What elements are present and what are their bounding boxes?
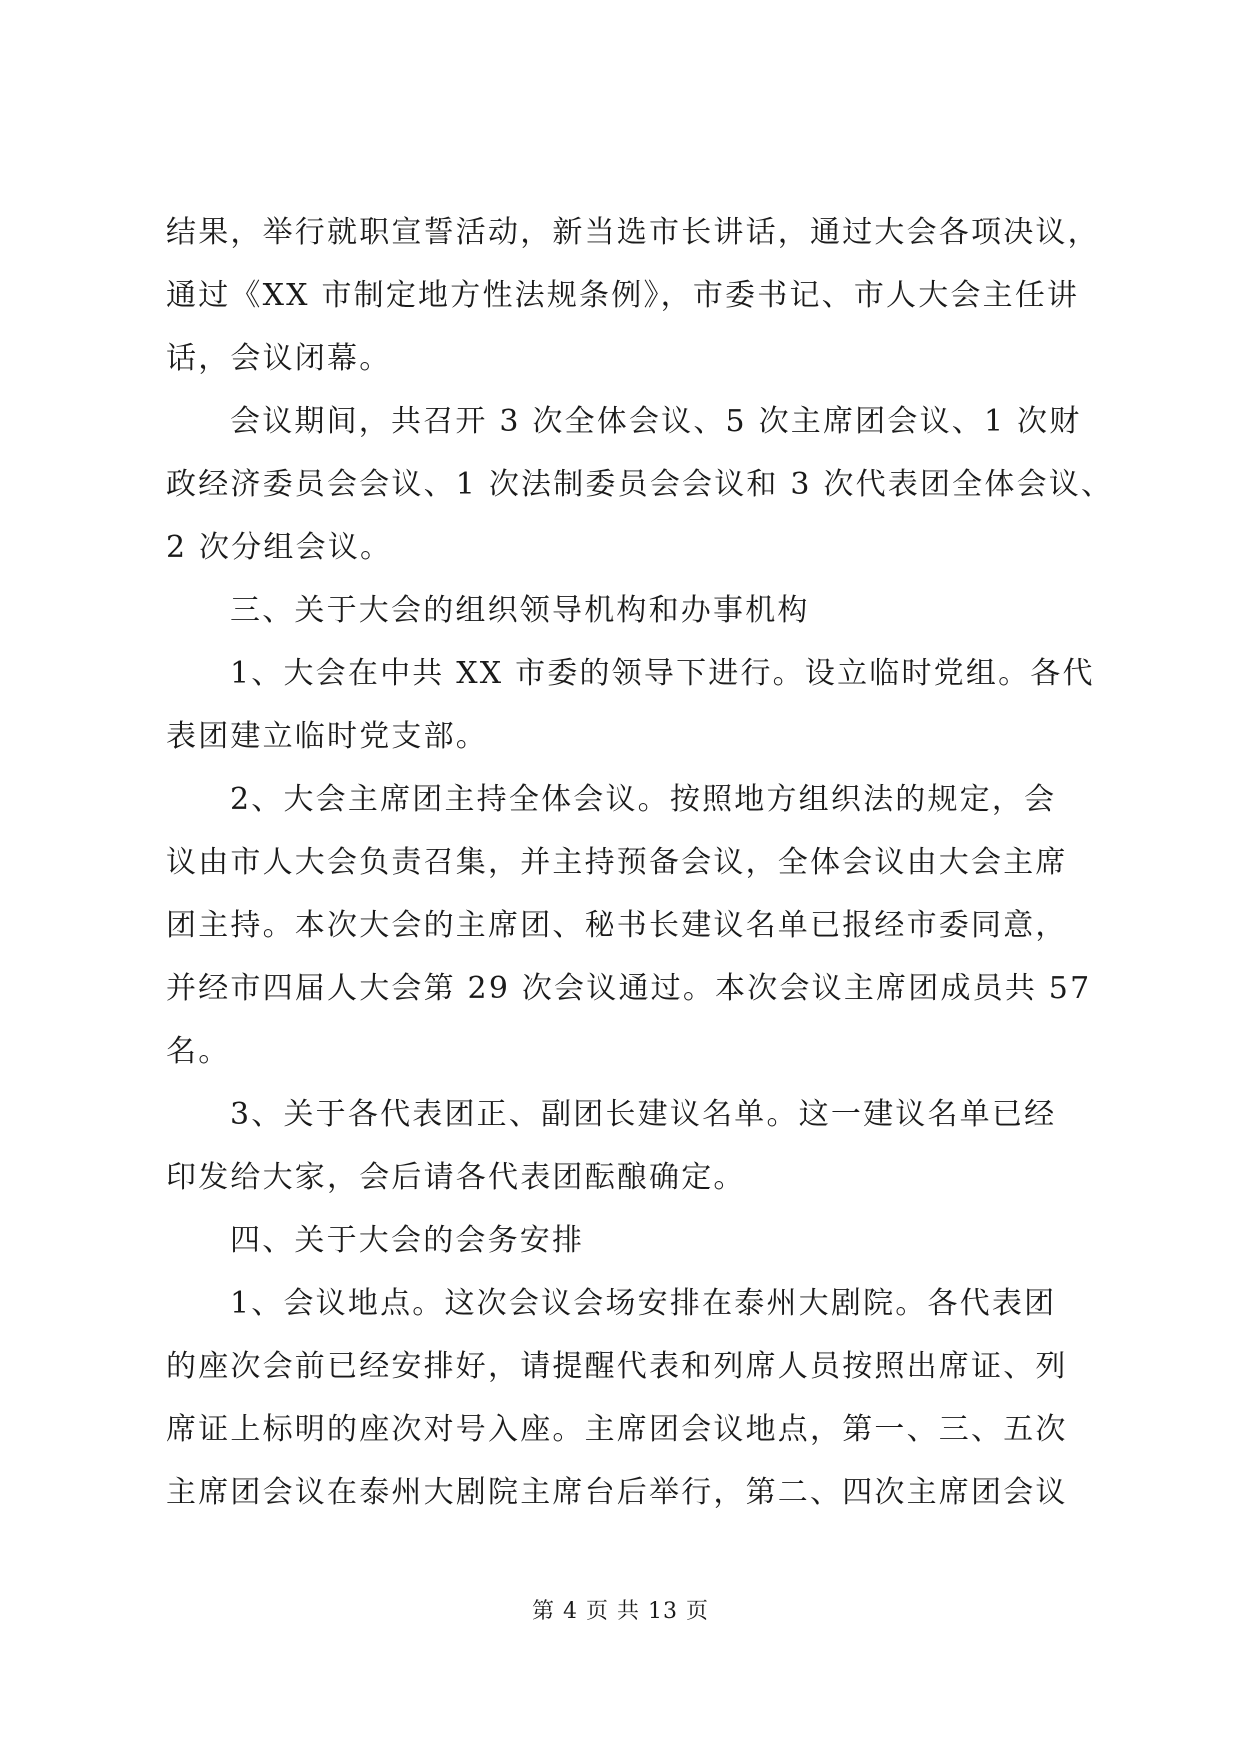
text-line: 表团建立临时党支部。 [166,719,488,754]
text-line: 团主持。本次大会的主席团、秘书长建议名单已报经市委同意， [166,908,1068,943]
section-heading: 四、关于大会的会务安排 [230,1223,585,1258]
text-line: 席证上标明的座次对号入座。主席团会议地点，第一、三、五次 [166,1412,1068,1447]
text-line: 的座次会前已经安排好，请提醒代表和列席人员按照出席证、列 [166,1349,1068,1384]
text-line: 印发给大家，会后请各代表团酝酿确定。 [166,1160,746,1195]
text-line: 并经市四届人大会第 29 次会议通过。本次会议主席团成员共 57 [166,971,1092,1006]
text-line: 议由市人大会负责召集，并主持预备会议，全体会议由大会主席 [166,845,1068,880]
text-line: 1、会议地点。这次会议会场安排在泰州大剧院。各代表团 [230,1286,1057,1321]
text-line: 2、大会主席团主持全体会议。按照地方组织法的规定，会 [230,782,1057,817]
text-line: 主席团会议在泰州大剧院主席台后举行，第二、四次主席团会议 [166,1475,1068,1510]
page-footer: 第 4 页 共 13 页 [532,1599,709,1624]
text-line: 2 次分组会议。 [166,530,393,565]
text-line: 3、关于各代表团正、副团长建议名单。这一建议名单已经 [230,1097,1057,1132]
text-line: 名。 [166,1034,231,1069]
text-line: 通过《XX 市制定地方性法规条例》，市委书记、市人大会主任讲 [166,278,1080,313]
section-heading: 三、关于大会的组织领导机构和办事机构 [230,593,810,628]
text-line: 结果，举行就职宣誓活动，新当选市长讲话，通过大会各项决议， [166,215,1100,250]
document-body [166,201,1114,1524]
text-line: 1、大会在中共 XX 市委的领导下进行。设立临时党组。各代 [230,656,1095,691]
text-line: 话，会议闭幕。 [166,341,392,376]
text-line: 会议期间，共召开 3 次全体会议、5 次主席团会议、1 次财 [230,404,1082,439]
text-line: 政经济委员会会议、1 次法制委员会会议和 3 次代表团全体会议、 [166,467,1114,502]
